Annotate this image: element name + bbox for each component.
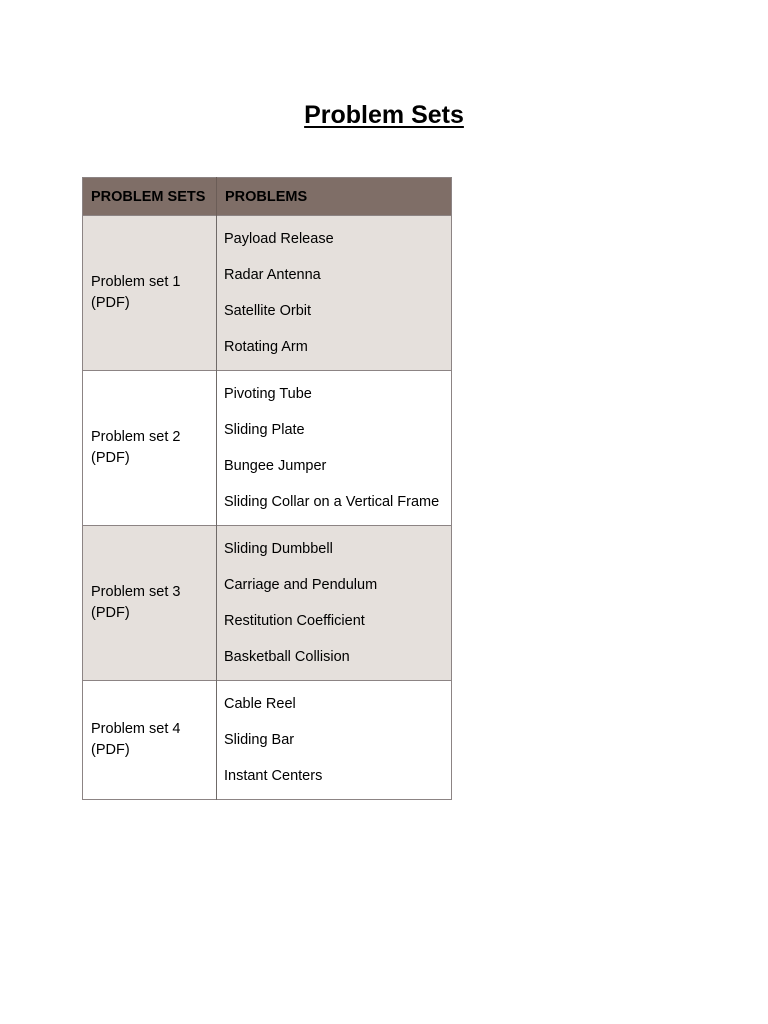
problem-item: Payload Release (224, 231, 334, 247)
table-row (83, 371, 452, 526)
problem-item: Satellite Orbit (224, 303, 312, 319)
problem-item: Restitution Coefficient (224, 613, 365, 629)
problem-set-cell (83, 681, 217, 800)
table-row (83, 526, 452, 681)
problem-list (224, 228, 443, 358)
problem-item: Sliding Plate (224, 422, 305, 438)
pdf-link[interactable]: (PDF) (91, 450, 130, 466)
problem-list (224, 538, 443, 668)
problem-set-name: Problem set 2 (91, 429, 181, 445)
problem-item: Carriage and Pendulum (224, 577, 378, 593)
pdf-link[interactable]: (PDF) (91, 605, 130, 621)
problem-item: Radar Antenna (224, 267, 321, 283)
problem-set-name: Problem set 4 (91, 721, 181, 737)
problem-item: Pivoting Tube (224, 386, 312, 402)
problem-list (224, 693, 443, 787)
table-row (83, 216, 452, 371)
pdf-link[interactable]: (PDF) (91, 742, 130, 758)
problem-set-cell (83, 216, 217, 371)
problems-cell (217, 371, 452, 526)
table-row (83, 681, 452, 800)
table-header-row (83, 178, 452, 216)
problem-item: Cable Reel (224, 696, 296, 712)
problems-cell (217, 216, 452, 371)
column-header-problem-sets: PROBLEM SETS (83, 178, 217, 216)
column-header-problems: PROBLEMS (217, 178, 452, 216)
problems-cell (217, 681, 452, 800)
problem-item: Instant Centers (224, 768, 323, 784)
page-title: Problem Sets (304, 101, 464, 129)
problem-set-cell (83, 526, 217, 681)
problem-sets-table (82, 177, 452, 800)
problem-list (224, 383, 443, 513)
problem-item: Sliding Bar (224, 732, 295, 748)
problem-set-name: Problem set 3 (91, 584, 181, 600)
problem-item: Rotating Arm (224, 339, 308, 355)
problem-set-name: Problem set 1 (91, 274, 181, 290)
problem-item: Basketball Collision (224, 649, 350, 665)
pdf-link[interactable]: (PDF) (91, 295, 130, 311)
problem-item: Bungee Jumper (224, 458, 327, 474)
problem-item: Sliding Collar on a Vertical Frame (224, 494, 440, 510)
problems-cell (217, 526, 452, 681)
problem-item: Sliding Dumbbell (224, 541, 333, 557)
problem-set-cell (83, 371, 217, 526)
